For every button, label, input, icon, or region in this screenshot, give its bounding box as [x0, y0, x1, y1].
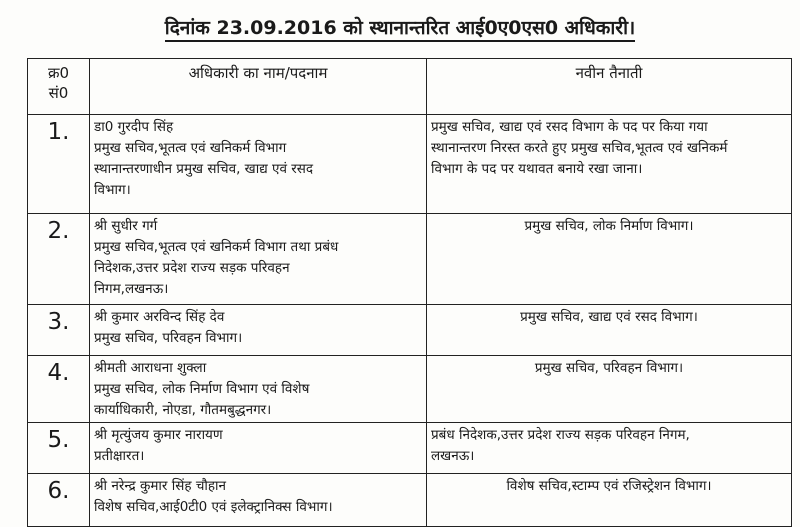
officer-designation-line: प्रमुख सचिव,भूतत्व एवं खनिकर्म विभाग [94, 140, 287, 156]
posting-line: लखनऊ। [431, 448, 475, 464]
header-name: अधिकारी का नाम/पदनाम [90, 59, 427, 115]
officer-cell [90, 423, 427, 474]
posting-cell [427, 214, 792, 305]
posting-line: प्रमुख सचिव, लोक निर्माण विभाग। [524, 218, 694, 234]
table-row [28, 115, 792, 214]
officer-name: डा0 गुरदीप सिंह [94, 119, 174, 135]
document-title [0, 14, 800, 40]
serial-cell: 3. [28, 305, 90, 356]
officer-designation-line: प्रमुख सचिव, परिवहन विभाग। [94, 330, 243, 346]
serial-cell: 1. [28, 115, 90, 214]
posting-cell [427, 423, 792, 474]
posting-line: प्रबंध निदेशक,उत्तर प्रदेश राज्य सड़क परिवहन निगम, [431, 427, 690, 443]
officer-name: श्री नरेन्द्र कुमार सिंह चौहान [94, 478, 227, 494]
officer-designation-line: निगम,लखनऊ। [94, 281, 169, 297]
serial-cell: 6. [28, 474, 90, 527]
officer-transfer-table [27, 58, 792, 527]
posting-line: प्रमुख सचिव, परिवहन विभाग। [534, 360, 684, 376]
table-row [28, 214, 792, 305]
officer-designation-line: विशेष सचिव,आई0टी0 एवं इलेक्ट्रानिक्स विभाग। [94, 499, 333, 515]
serial-cell: 4. [28, 356, 90, 423]
document-title-text: दिनांक 23.09.2016 को स्थानान्तरित आई0ए0एस0 अधिकारी। [165, 17, 635, 42]
serial-cell: 5. [28, 423, 90, 474]
table-row [28, 423, 792, 474]
posting-cell [427, 356, 792, 423]
officer-designation-line: प्रतीक्षारत। [94, 448, 145, 464]
posting-line: विशेष सचिव,स्टाम्प एवं रजिस्ट्रेशन विभाग। [506, 478, 712, 494]
officer-name: श्री मृत्युंजय कुमार नारायण [94, 427, 223, 443]
posting-cell [427, 474, 792, 527]
header-serial-line1: क्र0 [47, 64, 70, 82]
officer-designation-line: प्रमुख सचिव, लोक निर्माण विभाग एवं विशेष [94, 381, 310, 397]
posting-line: स्थानान्तरण निरस्त करते हुए प्रमुख सचिव,भूतत्व एवं खनिकर्म [431, 140, 728, 156]
officer-name: श्री सुधीर गर्ग [94, 218, 158, 234]
officer-cell [90, 474, 427, 527]
header-posting: नवीन तैनाती [427, 59, 792, 115]
table-row [28, 305, 792, 356]
posting-line: प्रमुख सचिव, खाद्य एवं रसद विभाग के पद पर किया गया [431, 119, 708, 135]
table-row [28, 356, 792, 423]
officer-designation-line: निदेशक,उत्तर प्रदेश राज्य सड़क परिवहन [94, 260, 290, 276]
table-row [28, 474, 792, 527]
officer-cell [90, 356, 427, 423]
officer-name: श्रीमती आराधना शुक्ला [94, 360, 207, 376]
officer-designation-line: कार्याधिकारी, नोएडा, गौतमबुद्धनगर। [94, 402, 272, 418]
header-serial [28, 59, 90, 115]
officer-cell [90, 305, 427, 356]
posting-line: विभाग के पद पर यथावत बनाये रखा जाना। [431, 161, 643, 177]
table-header-row [28, 59, 792, 115]
posting-cell [427, 115, 792, 214]
officer-designation-line: प्रमुख सचिव,भूतत्व एवं खनिकर्म विभाग तथा प्रबंध [94, 239, 339, 255]
posting-cell [427, 305, 792, 356]
officer-designation-line: स्थानान्तरणाधीन प्रमुख सचिव, खाद्य एवं रसद [94, 161, 314, 177]
officer-cell [90, 214, 427, 305]
serial-cell: 2. [28, 214, 90, 305]
officer-name: श्री कुमार अरविन्द सिंह देव [94, 309, 225, 325]
posting-line: प्रमुख सचिव, खाद्य एवं रसद विभाग। [520, 309, 698, 325]
officer-designation-line: विभाग। [94, 182, 131, 198]
header-serial-line2: सं0 [48, 84, 69, 102]
officer-cell [90, 115, 427, 214]
